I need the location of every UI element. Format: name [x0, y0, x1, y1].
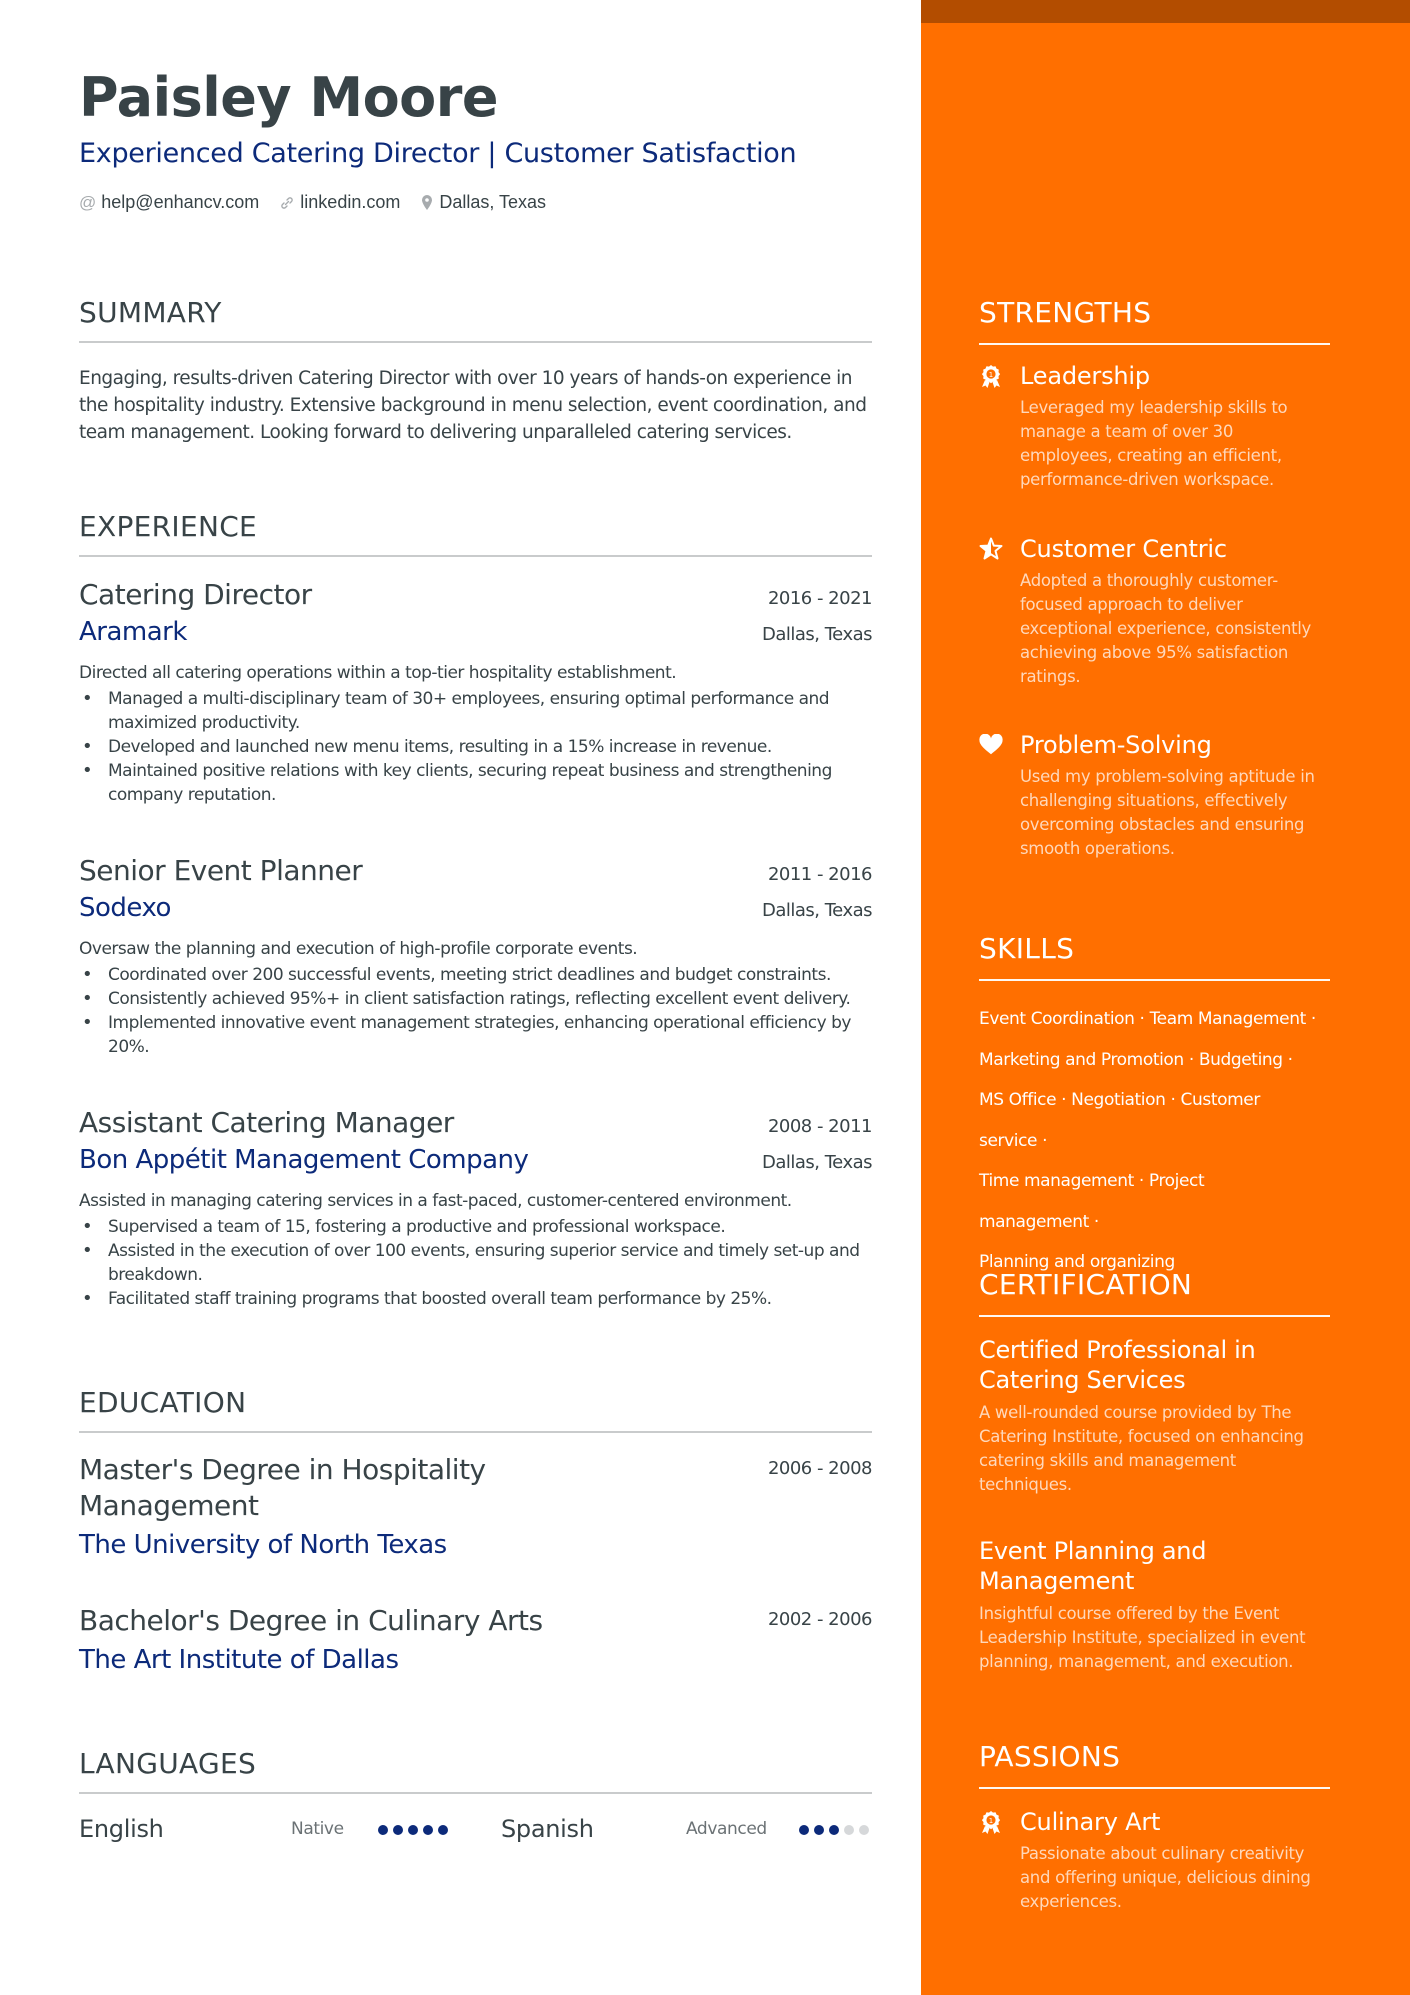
- education-entry: [79, 1603, 872, 1675]
- job-title: Senior Event Planner: [79, 854, 363, 887]
- contact-location: [420, 192, 546, 213]
- section-divider: [79, 1792, 872, 1794]
- strength-title: Problem-Solving: [1020, 731, 1212, 759]
- dot-empty: [859, 1825, 869, 1835]
- dot-empty: [844, 1825, 854, 1835]
- contact-email[interactable]: [79, 192, 259, 213]
- candidate-name: Paisley Moore: [79, 66, 499, 129]
- job-location: Dallas, Texas: [762, 624, 872, 645]
- job-bullet: • Facilitated staff training programs that boosted overall team performance by 25%.: [79, 1287, 872, 1311]
- job-bullet: • Supervised a team of 15, fostering a productive and professional workspace.: [79, 1215, 872, 1239]
- strength-item: [979, 535, 1330, 689]
- section-divider: [979, 979, 1330, 981]
- job-bullets: [79, 963, 872, 1059]
- certification-title: CERTIFICATION: [979, 1268, 1193, 1301]
- passions-section: [979, 1740, 1330, 1789]
- passion-title: Culinary Art: [1020, 1808, 1161, 1836]
- strength-description: Leveraged my leadership skills to manage a team of over 30 employees, creating an efficient, performance-driven workspace.: [1020, 398, 1288, 489]
- proficiency-dots: [799, 1825, 874, 1835]
- certification-description: A well-rounded course provided by The Catering Institute, focused on enhancing catering skills and management techniques.: [979, 1403, 1304, 1494]
- location-pin-icon: [420, 194, 434, 211]
- job-bullets: [79, 687, 872, 807]
- dot-filled: [799, 1825, 809, 1835]
- job-location: Dallas, Texas: [762, 1152, 872, 1173]
- star-icon: [979, 537, 1003, 561]
- email-text: help@enhancv.com: [101, 192, 260, 212]
- certification-item: [979, 1536, 1330, 1674]
- job-company: Sodexo: [79, 893, 171, 923]
- summary-title: SUMMARY: [79, 296, 222, 329]
- job-bullet: • Managed a multi-disciplinary team of 30+ employees, ensuring optimal performance and maximized productivity.: [79, 687, 872, 735]
- dot-filled: [393, 1825, 403, 1835]
- dot-filled: [378, 1825, 388, 1835]
- skill-tag: Customer service: [979, 1090, 1260, 1151]
- job-bullet: • Implemented innovative event management strategies, enhancing operational efficiency by 20%.: [79, 1011, 872, 1059]
- certification-name: Event Planning and Management: [979, 1537, 1207, 1595]
- linkedin-text: linkedin.com: [300, 192, 401, 212]
- job-bullet: • Maintained positive relations with key clients, securing repeat business and strengthening company reputation.: [79, 759, 872, 807]
- strength-title: Leadership: [1020, 362, 1150, 390]
- language-name: English: [79, 1815, 164, 1843]
- contact-info: [79, 192, 566, 213]
- award-ribbon-icon: [979, 1810, 1003, 1834]
- section-divider: [979, 343, 1330, 345]
- skills-title: SKILLS: [979, 932, 1075, 965]
- edu-dates: 2002 - 2006: [767, 1609, 872, 1630]
- award-ribbon-icon: [979, 364, 1003, 388]
- job-description: Directed all catering operations within a top-tier hospitality establishment.: [79, 663, 677, 683]
- skills-section: [979, 932, 1330, 1283]
- skill-tag: MS Office: [979, 1090, 1057, 1110]
- language-name: Spanish: [501, 1815, 594, 1843]
- at-icon: @: [79, 192, 97, 212]
- education-title: EDUCATION: [79, 1386, 247, 1419]
- languages-title: LANGUAGES: [79, 1747, 257, 1780]
- certification-item: [979, 1335, 1330, 1497]
- skill-tag: Planning and organizing: [979, 1252, 1175, 1272]
- heart-icon: [979, 733, 1003, 757]
- section-divider: [79, 341, 872, 343]
- experience-section: [79, 510, 872, 557]
- edu-dates: 2006 - 2008: [767, 1458, 872, 1479]
- svg-text:1: 1: [988, 371, 994, 379]
- languages-list: [79, 1812, 872, 1846]
- job-bullets: [79, 1215, 872, 1311]
- strength-description: Adopted a thoroughly customer-focused approach to deliver exceptional experience, consistently achieving above 95% satisfaction ratings.: [1020, 571, 1312, 686]
- dot-filled: [408, 1825, 418, 1835]
- job-entry: [79, 1106, 872, 1311]
- dot-filled: [423, 1825, 433, 1835]
- languages-section: [79, 1747, 872, 1794]
- skill-tag: Event Coordination: [979, 1009, 1135, 1029]
- language-level: Advanced: [686, 1819, 767, 1839]
- section-divider: [79, 1431, 872, 1433]
- dot-filled: [829, 1825, 839, 1835]
- skill-tag: Team Management: [1149, 1009, 1306, 1029]
- edu-school: The University of North Texas: [79, 1530, 447, 1560]
- skill-tag: Negotiation: [1071, 1090, 1166, 1110]
- certification-description: Insightful course offered by the Event Leadership Institute, specialized in event planning, management, and execution.: [979, 1604, 1306, 1671]
- contact-linkedin[interactable]: [279, 192, 400, 213]
- job-bullet: • Developed and launched new menu items, resulting in a 15% increase in revenue.: [79, 735, 872, 759]
- job-bullet: • Coordinated over 200 successful events, meeting strict deadlines and budget constraints.: [79, 963, 872, 987]
- skill-tag: Marketing and Promotion: [979, 1049, 1184, 1070]
- job-bullet: • Consistently achieved 95%+ in client satisfaction ratings, reflecting excellent event delivery.: [79, 987, 872, 1011]
- strength-item: [979, 731, 1330, 861]
- edu-school: The Art Institute of Dallas: [79, 1645, 399, 1675]
- skill-tag: Budgeting: [1198, 1049, 1283, 1070]
- summary-text: Engaging, results-driven Catering Director with over 10 years of hands-on experience in the hospitality industry. Extensive background in menu selection, event coordination, and team management. Looking forward to delivering unparalleled catering services.: [79, 368, 867, 443]
- job-entry: [79, 854, 872, 1059]
- language-item: [501, 1812, 594, 1846]
- section-divider: [979, 1787, 1330, 1789]
- passions-title: PASSIONS: [979, 1740, 1121, 1773]
- strengths-title: STRENGTHS: [979, 296, 1152, 329]
- job-description: Oversaw the planning and execution of high-profile corporate events.: [79, 939, 638, 959]
- job-title: Catering Director: [79, 578, 312, 611]
- education-section: [79, 1386, 872, 1433]
- job-bullet: • Assisted in the execution of over 100 events, ensuring superior service and timely set-up and breakdown.: [79, 1239, 872, 1287]
- strength-title: Customer Centric: [1020, 535, 1227, 563]
- experience-title: EXPERIENCE: [79, 510, 258, 543]
- sidebar: [921, 0, 1410, 1995]
- certification-section: [979, 1268, 1330, 1317]
- job-dates: 2011 - 2016: [767, 864, 872, 885]
- sidebar-top-bar: [921, 0, 1410, 23]
- job-dates: 2016 - 2021: [767, 588, 872, 609]
- dot-filled: [438, 1825, 448, 1835]
- skill-tag: Project management: [979, 1171, 1205, 1232]
- passion-item: [979, 1808, 1330, 1914]
- language-item: [79, 1812, 164, 1846]
- job-title: Assistant Catering Manager: [79, 1106, 454, 1139]
- edu-degree: Bachelor's Degree in Culinary Arts: [79, 1604, 543, 1637]
- proficiency-dots: [378, 1825, 453, 1835]
- dot-filled: [814, 1825, 824, 1835]
- strength-item: [979, 362, 1330, 492]
- candidate-headline: Experienced Catering Director | Customer Satisfaction: [79, 138, 797, 169]
- skills-list: Event Coordination · Team Management · Marketing and Promotion · Budgeting · MS Office · Negotiation · Customer service · Time management · Project management · Planning and organizing: [979, 1009, 1316, 1272]
- location-text: Dallas, Texas: [439, 192, 547, 212]
- language-level: Native: [291, 1819, 344, 1839]
- certification-name: Certified Professional in Catering Services: [979, 1336, 1256, 1394]
- job-company: Bon Appétit Management Company: [79, 1145, 529, 1175]
- job-entry: [79, 578, 872, 807]
- skill-tag: Time management: [979, 1171, 1134, 1191]
- link-icon: [279, 195, 295, 211]
- job-dates: 2008 - 2011: [767, 1116, 872, 1137]
- strength-description: Used my problem-solving aptitude in challenging situations, effectively overcoming obstacles and ensuring smooth operations.: [1020, 767, 1315, 858]
- summary-section: [79, 296, 872, 446]
- section-divider: [79, 555, 872, 557]
- section-divider: [979, 1315, 1330, 1317]
- strengths-section: [979, 296, 1330, 345]
- svg-text:1: 1: [988, 1817, 994, 1825]
- job-description: Assisted in managing catering services in a fast-paced, customer-centered environment.: [79, 1191, 792, 1211]
- passion-description: Passionate about culinary creativity and offering unique, delicious dining experiences.: [1020, 1844, 1311, 1911]
- job-location: Dallas, Texas: [762, 900, 872, 921]
- job-company: Aramark: [79, 617, 187, 647]
- edu-degree: Master's Degree in Hospitality Management: [79, 1453, 486, 1522]
- education-entry: [79, 1452, 872, 1560]
